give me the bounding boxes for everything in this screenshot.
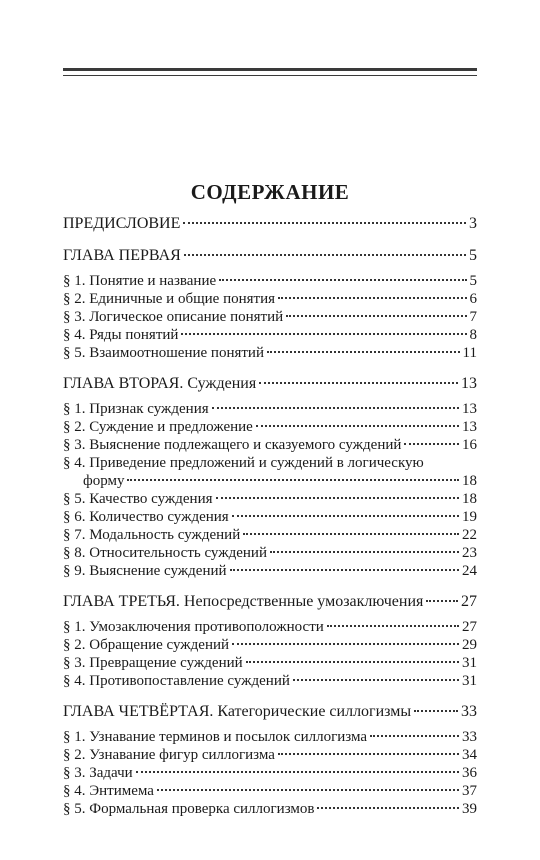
chapter-subtitle: Категорические силлогизмы bbox=[217, 703, 412, 720]
dot-leader bbox=[136, 771, 459, 773]
chapter-label: ГЛАВА ЧЕТВЁРТАЯ. bbox=[63, 703, 214, 720]
toc-page-number: 33 bbox=[461, 703, 477, 720]
dot-leader bbox=[267, 351, 460, 353]
dot-leader bbox=[256, 425, 459, 427]
section-entry: § 4. Энтимема 37 bbox=[63, 783, 477, 799]
dot-leader bbox=[270, 551, 459, 553]
dot-leader bbox=[127, 479, 459, 481]
toc-page-number: 3 bbox=[469, 215, 477, 232]
dot-leader bbox=[232, 643, 459, 645]
header-rule-thick bbox=[63, 68, 477, 71]
dot-leader bbox=[219, 279, 466, 281]
chapter-heading bbox=[63, 592, 477, 612]
dot-leader bbox=[181, 333, 466, 335]
section-entry: § 3. Логическое описание понятий 7 bbox=[63, 309, 477, 325]
section-entry: § 1. Умозаключения противоположности 27 bbox=[63, 619, 477, 635]
header-rule-thin bbox=[63, 75, 477, 76]
chapter-heading bbox=[63, 246, 477, 266]
toc-page-number: 13 bbox=[461, 375, 477, 392]
dot-leader bbox=[327, 625, 459, 627]
section-entry: § 4. Ряды понятий 8 bbox=[63, 327, 477, 343]
dot-leader bbox=[414, 710, 458, 712]
table-of-contents bbox=[63, 214, 477, 818]
dot-leader bbox=[317, 807, 459, 809]
dot-leader bbox=[278, 297, 466, 299]
section-entry: § 7. Модальность суждений 22 bbox=[63, 527, 477, 543]
section-entry: § 2. Единичные и общие понятия 6 bbox=[63, 291, 477, 307]
dot-leader bbox=[212, 407, 459, 409]
section-entry-continuation: форму 18 bbox=[83, 473, 477, 489]
section-entry: § 8. Относительность суждений 23 bbox=[63, 545, 477, 561]
section-entry: § 1. Узнавание терминов и посылок силлогизма 33 bbox=[63, 729, 477, 745]
dot-leader bbox=[230, 569, 459, 571]
section-entry: § 1. Признак суждения 13 bbox=[63, 401, 477, 417]
section-entry: § 3. Задачи 36 bbox=[63, 765, 477, 781]
dot-leader bbox=[286, 315, 466, 317]
dot-leader bbox=[246, 661, 459, 663]
toc-title: СОДЕРЖАНИЕ bbox=[190, 180, 350, 204]
section-entry: § 9. Выяснение суждений 24 bbox=[63, 563, 477, 579]
chapter-heading bbox=[63, 374, 477, 394]
section-entry: § 4. Противопоставление суждений 31 bbox=[63, 673, 477, 689]
chapter-label: ГЛАВА ТРЕТЬЯ. bbox=[63, 593, 180, 610]
dot-leader bbox=[278, 753, 459, 755]
section-entry: § 2. Суждение и предложение 13 bbox=[63, 419, 477, 435]
section-entry: § 3. Превращение суждений 31 bbox=[63, 655, 477, 671]
chapter-label: ГЛАВА ВТОРАЯ. bbox=[63, 375, 184, 392]
dot-leader bbox=[404, 443, 459, 445]
section-entry: § 2. Обращение суждений 29 bbox=[63, 637, 477, 653]
section-entry: § 1. Понятие и название 5 bbox=[63, 273, 477, 289]
dot-leader bbox=[232, 515, 459, 517]
toc-page-number: 5 bbox=[469, 247, 477, 264]
chapter-subtitle: Суждения bbox=[187, 375, 257, 392]
section-entry: § 3. Выяснение подлежащего и сказуемого суждений 16 bbox=[63, 437, 477, 453]
chapter-heading bbox=[63, 702, 477, 722]
toc-page-number: 27 bbox=[461, 593, 477, 610]
section-entry-wrapped: § 4. Приведение предложений и суждений в логическую bbox=[63, 455, 424, 471]
dot-leader bbox=[184, 254, 466, 256]
chapter-label: ГЛАВА ПЕРВАЯ bbox=[63, 247, 181, 264]
toc-entry-label: ПРЕДИСЛОВИЕ bbox=[63, 215, 181, 232]
section-entry: § 5. Формальная проверка силлогизмов 39 bbox=[63, 801, 477, 817]
dot-leader bbox=[183, 222, 466, 224]
dot-leader bbox=[259, 382, 458, 384]
section-entry: § 6. Количество суждения 19 bbox=[63, 509, 477, 525]
dot-leader bbox=[293, 679, 459, 681]
section-entry: § 5. Качество суждения 18 bbox=[63, 491, 477, 507]
section-entry: § 5. Взаимоотношение понятий 11 bbox=[63, 345, 477, 361]
dot-leader bbox=[216, 497, 459, 499]
dot-leader bbox=[157, 789, 459, 791]
dot-leader bbox=[426, 600, 458, 602]
toc-entry-preface bbox=[63, 214, 477, 234]
section-entry: § 2. Узнавание фигур силлогизма 34 bbox=[63, 747, 477, 763]
chapter-subtitle: Непосредственные умозаключения bbox=[183, 593, 424, 610]
dot-leader bbox=[243, 533, 459, 535]
dot-leader bbox=[370, 735, 459, 737]
